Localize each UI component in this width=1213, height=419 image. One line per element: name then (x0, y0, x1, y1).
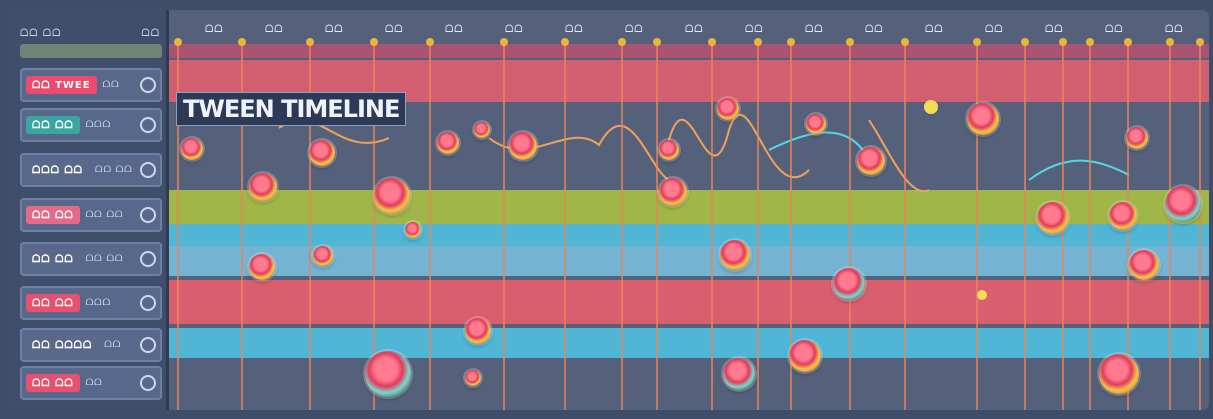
track-sub-label: ᗝᗝ (102, 80, 120, 90)
track-label: ᗝᗝ ᗝᗝ (26, 250, 80, 268)
keyframe-guide-line[interactable] (1024, 44, 1026, 410)
sidebar-header (20, 24, 160, 42)
guide-handle[interactable] (1196, 38, 1204, 46)
keyframe-guide-line[interactable] (656, 44, 658, 410)
guide-handle[interactable] (901, 38, 909, 46)
sidebar-track-row[interactable] (20, 153, 162, 187)
track-label: ᗝᗝ ᗝᗝ (26, 294, 80, 312)
keyframe-guide-line[interactable] (1199, 44, 1201, 410)
keyframe-knob[interactable] (789, 340, 821, 372)
guide-handle[interactable] (561, 38, 569, 46)
guide-handle[interactable] (787, 38, 795, 46)
keyframe-knob[interactable] (1099, 354, 1139, 394)
guide-handle[interactable] (846, 38, 854, 46)
keyframe-guide-line[interactable] (1089, 44, 1091, 410)
track-sub-label: ᗝᗝᗝ (85, 120, 112, 130)
ruler-tick-label: ᗝᗝ (445, 24, 464, 35)
timeline-area[interactable] (169, 10, 1209, 410)
sidebar-track-row[interactable] (20, 68, 162, 102)
sidebar-header-right: ᗝᗝ (141, 27, 160, 39)
keyframe-guide-line[interactable] (503, 44, 505, 410)
sidebar-track-row[interactable] (20, 108, 162, 142)
keyframe-guide-line[interactable] (711, 44, 713, 410)
sidebar-tab-strip[interactable] (20, 44, 162, 58)
loop-icon[interactable] (140, 337, 156, 353)
easing-curve (769, 133, 869, 161)
ruler-tick-label: ᗝᗝ (1045, 24, 1064, 35)
keyframe-knob[interactable] (857, 147, 885, 175)
loop-icon[interactable] (140, 375, 156, 391)
keyframe-knob[interactable] (313, 246, 333, 266)
ruler-tick-label: ᗝᗝ (505, 24, 524, 35)
page-title: TWEEN TIMELINE (176, 92, 406, 126)
ruler-tick-label: ᗝᗝ (1105, 24, 1124, 35)
keyframe-knob[interactable] (659, 178, 687, 206)
sidebar-track-row[interactable] (20, 366, 162, 400)
track-label: ᗝᗝ ᗝᗝ (26, 116, 80, 134)
guide-handle[interactable] (1059, 38, 1067, 46)
guide-handle[interactable] (653, 38, 661, 46)
keyframe-guide-line[interactable] (621, 44, 623, 410)
keyframe-guide-line[interactable] (1169, 44, 1171, 410)
keyframe-guide-line[interactable] (429, 44, 431, 410)
keyframe-knob[interactable] (374, 178, 410, 214)
guide-handle[interactable] (426, 38, 434, 46)
ruler-tick-label: ᗝᗝ (565, 24, 584, 35)
keyframe-knob[interactable] (833, 268, 865, 300)
ruler-tick-label: ᗝᗝ (865, 24, 884, 35)
keyframe-knob[interactable] (723, 358, 755, 390)
keyframe-knob[interactable] (1037, 202, 1069, 234)
track-label: ᗝᗝ ᗝᗝ (26, 374, 80, 392)
track-label: ᗝᗝ ᗝᗝ (26, 206, 80, 224)
keyframe-knob[interactable] (1129, 250, 1159, 280)
ruler-tick-label: ᗝᗝ (625, 24, 644, 35)
keyframe-guide-line[interactable] (757, 44, 759, 410)
track-sub-label: ᗝᗝ ᗝᗝ (94, 165, 133, 175)
track-sub-label: ᗝᗝ (85, 378, 103, 388)
keyframe-knob[interactable] (717, 98, 739, 120)
loop-icon[interactable] (140, 162, 156, 178)
track-label: ᗝᗝᗝ ᗝᗝ (26, 161, 89, 179)
ruler-tick-label: ᗝᗝ (925, 24, 944, 35)
loop-icon[interactable] (140, 295, 156, 311)
track-sub-label: ᗝᗝ (104, 340, 122, 350)
guide-handle[interactable] (1124, 38, 1132, 46)
ruler-tick-label: ᗝᗝ (805, 24, 824, 35)
keyframe-knob[interactable] (1165, 186, 1201, 222)
guide-handle[interactable] (370, 38, 378, 46)
ruler-tick-label: ᗝᗝ (745, 24, 764, 35)
loop-icon[interactable] (140, 77, 156, 93)
loop-icon[interactable] (140, 117, 156, 133)
ruler-tick-label: ᗝᗝ (385, 24, 404, 35)
guide-handle[interactable] (973, 38, 981, 46)
guide-handle[interactable] (1166, 38, 1174, 46)
keyframe-guide-line[interactable] (904, 44, 906, 410)
ruler-tick-label: ᗝᗝ (1165, 24, 1184, 35)
sidebar-track-row[interactable] (20, 328, 162, 362)
ruler-tick-label: ᗝᗝ (205, 24, 224, 35)
keyframe-knob[interactable] (309, 140, 335, 166)
ruler-tick-label: ᗝᗝ (325, 24, 344, 35)
guide-handle[interactable] (238, 38, 246, 46)
keyframe-knob[interactable] (249, 254, 275, 280)
keyframe-guide-line[interactable] (564, 44, 566, 410)
guide-handle[interactable] (1021, 38, 1029, 46)
ruler-tick-label: ᗝᗝ (265, 24, 284, 35)
guide-handle[interactable] (500, 38, 508, 46)
keyframe-knob[interactable] (437, 132, 459, 154)
keyframe-knob[interactable] (659, 140, 679, 160)
tween-timeline-window (6, 10, 1209, 410)
easing-curve (669, 115, 809, 177)
guide-handle[interactable] (1086, 38, 1094, 46)
keyframe-knob[interactable] (249, 173, 277, 201)
keyframe-knob[interactable] (181, 138, 203, 160)
keyframe-knob[interactable] (1126, 127, 1148, 149)
track-sub-label: ᗝᗝᗝ (85, 298, 112, 308)
track-label: ᗝᗝ ᗝᗝᗝᗝ (26, 336, 98, 354)
keyframe-knob[interactable] (509, 132, 537, 160)
keyframe-knob[interactable] (465, 318, 491, 344)
keyframe-knob[interactable] (806, 114, 826, 134)
loop-icon[interactable] (140, 207, 156, 223)
guide-handle[interactable] (174, 38, 182, 46)
sidebar-track-row[interactable] (20, 242, 162, 276)
track-sub-label: ᗝᗝ ᗝᗝ (85, 254, 124, 264)
loop-icon[interactable] (140, 251, 156, 267)
keyframe-knob[interactable] (405, 222, 421, 238)
sidebar-header-left: ᗝᗝ ᗝᗝ (20, 27, 62, 39)
keyframe-knob[interactable] (977, 290, 987, 300)
keyframe-knob[interactable] (720, 240, 750, 270)
keyframe-knob[interactable] (365, 351, 411, 397)
ruler-tick-label: ᗝᗝ (985, 24, 1004, 35)
keyframe-knob[interactable] (1109, 202, 1137, 230)
track-label: ᗝᗝ TWEE (26, 76, 97, 94)
keyframe-guide-line[interactable] (976, 44, 978, 410)
guide-handle[interactable] (754, 38, 762, 46)
keyframe-knob[interactable] (474, 122, 490, 138)
easing-curve (1029, 161, 1129, 180)
track-sub-label: ᗝᗝ ᗝᗝ (85, 210, 124, 220)
guide-handle[interactable] (306, 38, 314, 46)
ruler-tick-label: ᗝᗝ (685, 24, 704, 35)
track-list-sidebar (6, 10, 169, 410)
guide-handle[interactable] (618, 38, 626, 46)
sidebar-track-row[interactable] (20, 286, 162, 320)
keyframe-knob[interactable] (924, 100, 938, 114)
keyframe-knob[interactable] (465, 370, 481, 386)
keyframe-guide-line[interactable] (849, 44, 851, 410)
guide-handle[interactable] (708, 38, 716, 46)
keyframe-knob[interactable] (967, 103, 999, 135)
sidebar-track-row[interactable] (20, 198, 162, 232)
